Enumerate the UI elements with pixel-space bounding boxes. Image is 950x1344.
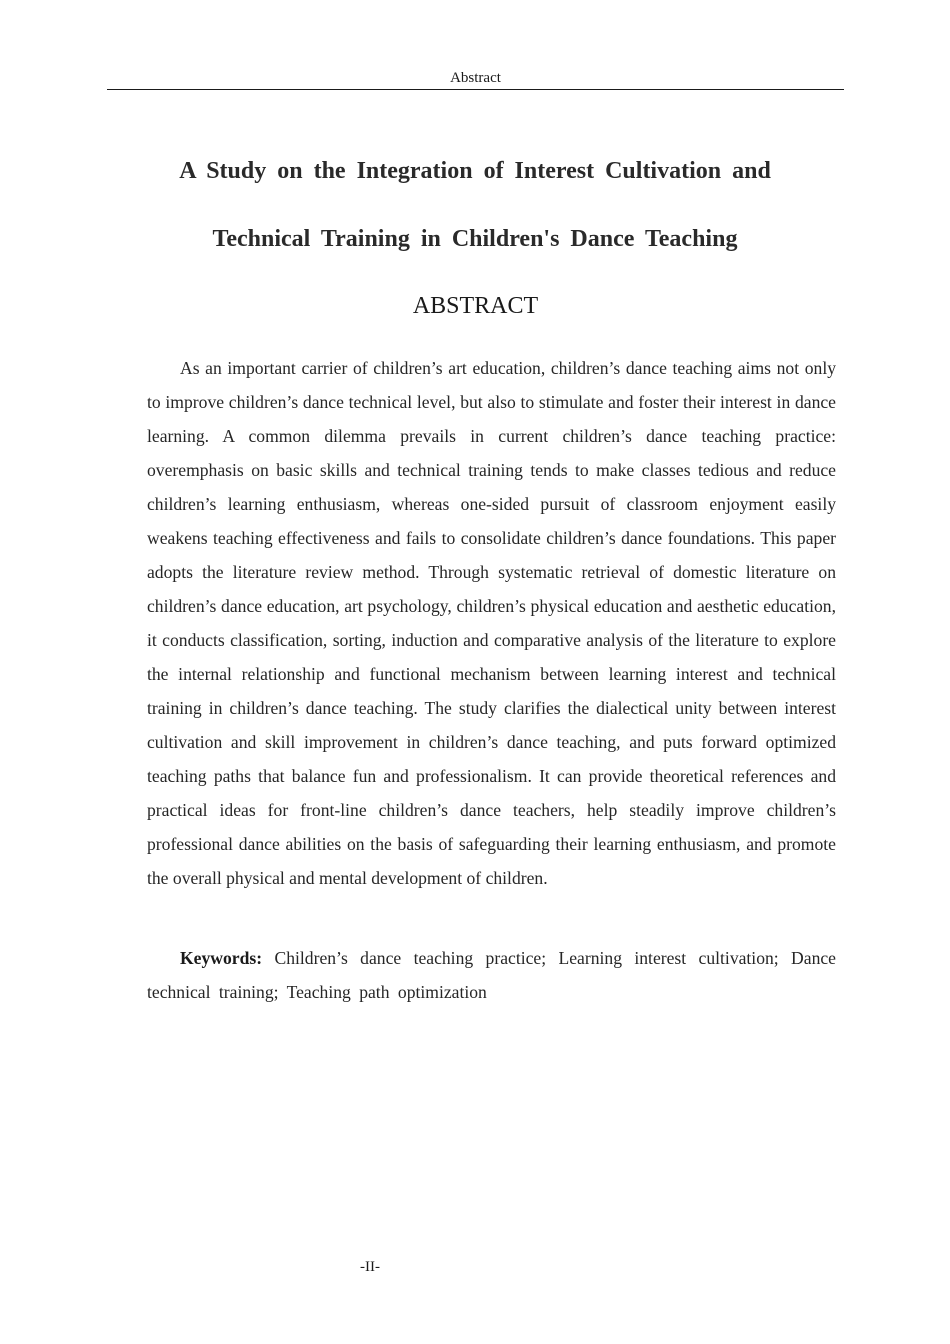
- abstract-heading: ABSTRACT: [412, 293, 539, 319]
- keywords-paragraph: [147, 941, 836, 1009]
- keywords-label: Keywords:: [180, 948, 263, 968]
- running-header: Abstract: [450, 70, 501, 86]
- abstract-body: As an important carrier of children’s art education, children’s dance teaching aims not only to improve children’s dance technical level, but also to stimulate and foster their interest in dance learning. A common dilemma prevails in current children’s dance teaching practice: overemphasis on basic skills and technical training tends to make classes tedious and reduce children’s learning enthusiasm, whereas one-sided pursuit of classroom enjoyment easily weakens teaching effectiveness and fails to consolidate children’s dance foundations. This paper adopts the literature review method. Through systematic retrieval of domestic literature on children’s dance education, art psychology, children’s physical education and aesthetic education, it conducts classification, sorting, induction and comparative analysis of the literature to explore the internal relationship and functional mechanism between learning interest and technical training in children’s dance teaching. The study clarifies the dialectical unity between interest cultivation and skill improvement in children’s dance teaching, and puts forward optimized teaching paths that balance fun and professionalism. It can provide theoretical references and practical ideas for front-line children’s dance teachers, help steadily improve children’s professional dance abilities on the basis of safeguarding their learning enthusiasm, and promote the overall physical and mental development of children.: [147, 358, 836, 888]
- paper-title-line-1: A Study on the Integration of Interest Cultivation and: [179, 158, 771, 184]
- paper-title-line-2: Technical Training in Children's Dance Teaching: [212, 226, 738, 252]
- keywords-text: Children’s dance teaching practice; Learning interest cultivation; Dance technical training; Teaching path optimization: [147, 948, 836, 1002]
- header-rule: [107, 89, 844, 90]
- paper-title: [120, 137, 830, 273]
- page-number: -II-: [360, 1259, 380, 1275]
